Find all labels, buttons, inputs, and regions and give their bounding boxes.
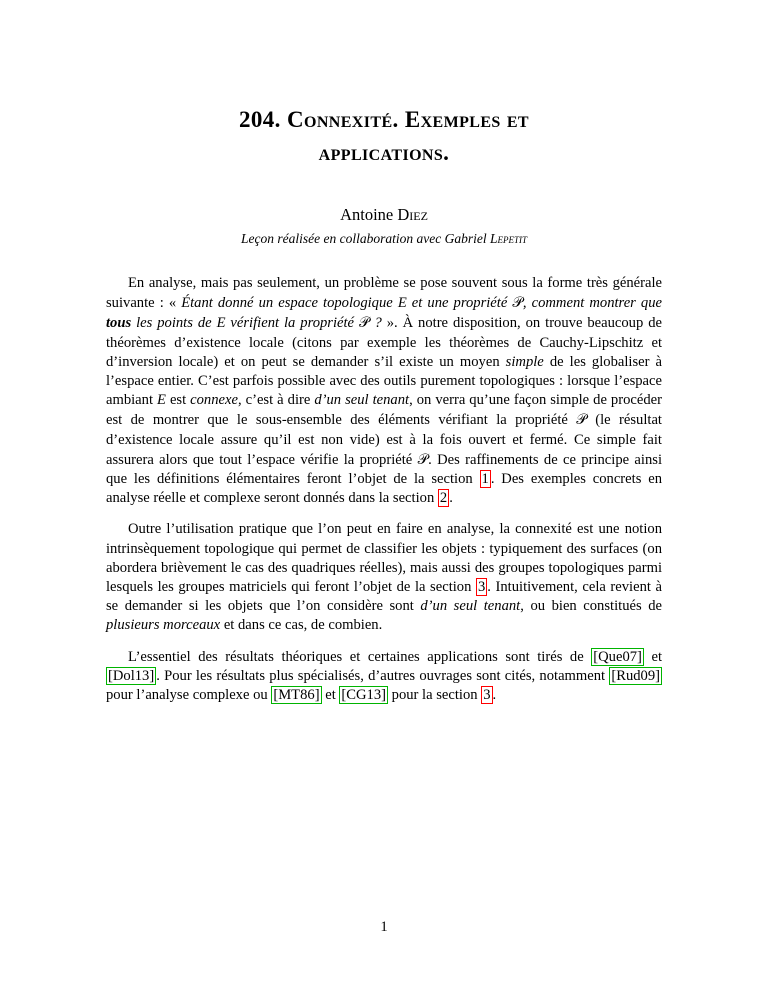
text-segment: les points de E vérifient la propriété <box>131 315 359 332</box>
text-segment: En analyse, mais pas seulement, un problème se pose souvent sous la forme très générale suivante : « <box>106 275 662 312</box>
text-segment: d’un seul tenant <box>420 598 521 615</box>
citation-link[interactable]: [Que07] <box>593 648 642 665</box>
page-title <box>0 0 768 169</box>
text-segment: d’un seul tenant <box>314 392 410 409</box>
text-segment: et <box>321 687 340 704</box>
section-ref-link[interactable]: 2 <box>439 490 448 507</box>
document-body <box>106 274 662 705</box>
citation-link[interactable]: [MT86] <box>273 687 320 704</box>
text-segment: . <box>492 687 497 704</box>
citation-link[interactable]: [CG13] <box>341 687 386 704</box>
text-segment: et <box>643 648 662 665</box>
text-segment: Lepetit <box>489 231 527 246</box>
title-line-2: applications. <box>318 140 450 165</box>
text-segment: . Pour les résultats plus spécialisés, d’autres ouvrages sont cités, notamment <box>156 667 610 684</box>
text-segment: connexe <box>190 392 238 409</box>
section-ref-link[interactable]: 3 <box>477 579 486 596</box>
text-segment: E <box>157 392 166 409</box>
text-segment: 𝒫 <box>358 314 370 332</box>
text-segment: (le résultat d’existence locale assure qu’il est non vide) est à la fois ouvert et fermé. Ce simple fait assurera alors que tout l’espace vérifie la propriété <box>106 412 662 468</box>
text-segment: pour l’analyse complexe ou <box>106 687 272 704</box>
text-segment: pour la section <box>388 687 482 704</box>
text-segment: , ou bien constitués de <box>520 598 662 615</box>
text-segment: 𝒫 <box>512 294 523 312</box>
text-segment: . Des exemples concrets en analyse réelle et complexe seront donnés dans la section <box>106 471 662 507</box>
text-segment: ? <box>369 315 387 332</box>
text-segment: , on verra qu’une façon simple de procéder est de montrer que le sous-ensemble des éléments vérifiant la propriété <box>106 392 662 429</box>
citation-link[interactable]: [Rud09] <box>611 667 660 684</box>
text-segment: Outre l’utilisation pratique que l’on peut en faire en analyse, la connexité est une notion intrinsèquement topologique qui permet de classifier les objets : typiquement des surfaces (on abordera brièvement le cas des quadriques réelles), mais aussi des groupes topologiques parmi lesquels les groupes matriciels qui feront l’objet de la section <box>106 521 662 596</box>
text-segment: 𝒫 <box>576 411 587 429</box>
text-segment: est <box>165 392 191 409</box>
text-segment: L’essentiel des résultats théoriques et certaines applications sont tirés de <box>128 648 592 665</box>
text-segment: et dans ce cas, de combien. <box>220 617 383 634</box>
text-segment: Leçon réalisée en collaboration avec Gabriel <box>241 231 490 246</box>
section-ref-link[interactable]: 1 <box>481 471 489 488</box>
text-segment: 𝒫 <box>417 450 429 468</box>
subtitle <box>0 230 768 247</box>
text-segment: ». À notre disposition, on trouve beaucoup de théorèmes d’existence locale (citons par exemple les théorèmes de Cauchy-Lipschitz et d’inversion locale) et on peut se demander s’il existe un moyen <box>106 315 662 370</box>
text-segment: , c’est à dire <box>237 392 315 409</box>
text-segment: Étant donné un espace topologique E et une propriété <box>181 295 513 312</box>
text-segment: Diez <box>397 205 428 224</box>
page-number: 1 <box>380 919 388 935</box>
title-line-1: 204. Connexité. Exemples et <box>238 107 530 132</box>
paragraph-3 <box>106 648 662 706</box>
text-segment: Antoine <box>340 205 398 224</box>
text-segment: simple <box>505 353 544 370</box>
paragraph-1 <box>106 274 662 508</box>
text-segment: . Intuitivement, cela revient à se demander si les objets que l’on considère sont <box>106 579 662 615</box>
text-segment: de les globaliser à l’espace entier. C’est parfois possible avec des outils purement topologiques : lorsque l’espace ambiant <box>106 353 662 409</box>
section-ref-link[interactable]: 3 <box>483 687 491 704</box>
author <box>0 205 768 225</box>
text-segment: . <box>449 490 453 507</box>
paragraph-2 <box>106 520 662 635</box>
text-segment: . Des raffinements de ce principe ainsi que les définitions élémentaires feront l’objet de la section <box>106 451 662 488</box>
text-segment: , comment montrer que <box>522 295 662 312</box>
text-segment: tous <box>106 315 132 332</box>
citation-link[interactable]: [Dol13] <box>108 667 155 684</box>
text-segment: plusieurs morceaux <box>106 617 221 634</box>
